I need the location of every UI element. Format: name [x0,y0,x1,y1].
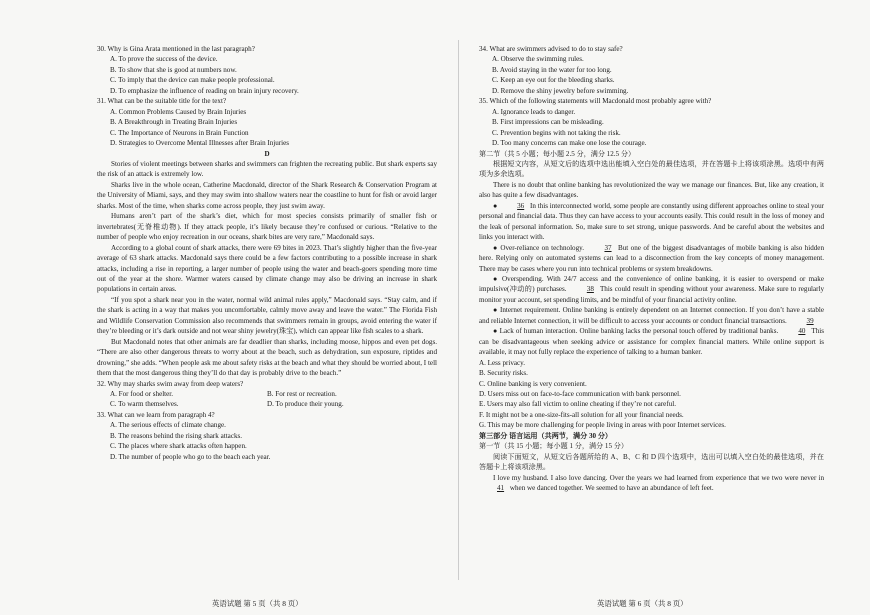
part-3-heading: 第三部分 语言运用（共两节，满分 30 分） [479,431,613,440]
passage-paragraph: There is no doubt that online banking has revolutionized the way we manage our finances. But, like any creation, it also has quite a few disadvantages. [479,180,824,200]
q35-option: A. Ignorance leads to danger. [492,107,576,116]
section-d-heading: D [264,149,270,158]
answer-choice: F. It might not be a one-size-fits-all solution for all your financial needs. [479,410,684,419]
q35-option: C. Prevention begins with not taking the risk. [492,128,621,137]
q30-option: B. To show that she is good at numbers now. [110,65,237,74]
q34-option: D. Remove the shiny jewelry before swimming. [492,86,629,95]
q32-option: B. For rest or recreation. [267,389,337,398]
q32-option: C. To warm themselves. [110,400,179,409]
answer-choice: E. Users may also fall victim to online cheating if they’re not careful. [479,400,676,409]
question-33-stem: 33. What can we learn from paragraph 4? [97,410,215,419]
passage-paragraph: But Macdonald notes that other animals are far deadlier than sharks, including moose, hippos and even pet dogs. “There are also other dangerous threats to worry about at the beach, such as dehydration, sun exposure, riptides and drowning,” she adds. “When people ask me about safety risks at the beach and what they should be worried about, I tell them that the most dangerous thing they’ll do that day is probably drive to the beach.” [97,337,438,378]
q32-options-row [97,389,437,399]
answer-choice: C. Online banking is very convenient. [479,379,587,388]
passage-paragraph: Stories of violent meetings between sharks and swimmers can frighten the recreating public. But shark experts say the risk of an attack is extremely low. [97,159,437,179]
passage-paragraph: “If you spot a shark near you in the water, normal wild animal rules apply,” Macdonald says. “Stay calm, and if the shark is acting in a way that makes you uncomfortable, calmly move away and leave the water.” The Florida Fish and Wildlife Conservation Commission also recommends that swimmers remain in groups, avoid entering the water if they’re bleeding or it’s dark outside and not wear shiny jewelry(珠宝), which can appear like fish scales to a shark. [97,295,437,336]
q32-option: D. To produce their young. [267,400,344,409]
q31-option: C. The Importance of Neurons in Brain Function [110,128,249,137]
answer-choice: G. This may be more challenging for people living in areas with poor Internet services. [479,421,726,430]
q30-option: A. To prove the success of the device. [110,55,218,64]
q30-option: D. To emphasize the influence of reading on brain injury recovery. [110,86,299,95]
q35-option: B. First impressions can be misleading. [492,118,604,127]
blank-37[interactable]: 37 [604,243,612,252]
page-footer-left: 英语试题 第 5 页（共 8 页） [212,599,303,608]
passage-paragraph: ● 36 In this interconnected world, some people are constantly using different approaches online to steal your personal and financial data. Thus they can have access to your accounts easily. This could result in the loss of money and the leak of personal information. So, make sure to set strong, unique passwords. And be careful about the websites and links you interact with. [479,201,824,242]
question-34-stem: 34. What are swimmers advised to do to stay safe? [479,45,623,53]
q34-option: B. Avoid staying in the water for too long. [492,65,612,74]
section-2-instructions: 根据短文内容，从短文后的选项中选出能填入空白处的最佳选项，并在答题卡上将该项涂黑。选项中有两项为多余选项。 [479,159,824,179]
answer-choice: D. Users miss out on face-to-face communication with bank personnel. [479,389,681,398]
q32-option: A. For food or shelter. [110,389,174,398]
q30-option: C. To imply that the device can make people professional. [110,76,275,85]
page-footer-right: 英语试题 第 6 页（共 8 页） [597,599,688,608]
q33-option: D. The number of people who go to the beach each year. [110,452,271,461]
question-35-stem: 35. Which of the following statements will Macdonald most probably agree with? [479,97,712,106]
blank-41[interactable]: 41 [497,484,505,493]
cloze-paragraph: I love my husband. I also love dancing. Over the years we had learned from experience that we two were never in 41 when we danced together. We seemed to have an abundance of left feet. [479,473,824,494]
blank-39[interactable]: 39 [806,316,814,325]
part-3-instructions: 阅读下面短文，从短文后各题所给的 A、B、C 和 D 四个选项中，选出可以填入空白处的最佳选项，并在答题卡上将该项涂黑。 [479,452,824,472]
q34-option: A. Observe the swimming rules. [492,55,584,64]
passage-paragraph: Sharks live in the whole ocean, Catherine Macdonald, director of the Shark Research & Conservation Program at the University of Miami, says, and they may swim into shallow waters near the coastline to hunt for fish or avoid larger sharks. Most of the time, when sharks come across people, they just swim away. [97,180,437,210]
blank-38[interactable]: 38 [586,285,594,294]
passage-paragraph: ● Overspending. With 24/7 access and the convenience of online banking, it is easier to overspend or make impulsive(冲动的) purchases. 38 This could result in spending without your awareness. Make sure to regularly monitor your account, set spending limits, and be mindful of your financial activity online. [479,274,824,304]
blank-40[interactable]: 40 [798,327,806,336]
page-divider [458,40,459,580]
left-page [97,44,437,462]
question-30-stem: 30. Why is Gina Arata mentioned in the last paragraph? [97,45,255,53]
right-page [479,44,824,493]
section-2-heading: 第二节（共 5 小题；每小题 2.5 分，满分 12.5 分） [479,149,636,158]
answer-choice: A. Less privacy. [479,358,526,367]
q33-option: A. The serious effects of climate change. [110,421,226,430]
q32-options-row [97,399,437,409]
answer-choice: B. Security risks. [479,369,528,378]
q34-option: C. Keep an eye out for the bleeding sharks. [492,76,615,85]
q35-option: D. Too many concerns can make one lose the courage. [492,139,647,148]
q33-option: C. The places where shark attacks often happen. [110,442,247,451]
passage-paragraph: ● Over-reliance on technology. 37 But one of the biggest disadvantages of mobile banking is also hidden here. Relying only on automated systems can lead to a disconnection from the key concepts of money management. There may be cases where you run into technical problems or system breakdowns. [479,243,824,273]
question-31-stem: 31. What can be the suitable title for the text? [97,97,227,106]
q31-option: D. Strategies to Overcome Mental Illnesses after Brain Injuries [110,139,290,148]
passage-paragraph: Humans aren’t part of the shark’s diet, which for most species consists primarily of smaller fish or invertebrates(无脊椎动物). If they attack people, it’s likely because they’re confused or curious. “Relative to the number of people who enjoy recreation in our oceans, shark bites are very rare,” Macdonald says. [97,212,437,242]
q31-option: A. Common Problems Caused by Brain Injuries [110,107,247,116]
blank-36[interactable]: 36 [517,201,525,210]
passage-paragraph: ● Lack of human interaction. Online banking lacks the personal touch offered by traditional banks. 40 This can be disadvantageous when seeking advice or assistance for complex financial matters. While online support is available, it may not fully replace the experience of talking to a human banker. [479,327,824,357]
part-3-subheading: 第一节（共 15 小题；每小题 1 分，满分 15 分） [479,442,628,451]
q31-option: B. A Breakthrough in Treating Brain Injuries [110,118,238,127]
q33-option: B. The reasons behind the rising shark attacks. [110,431,243,440]
passage-paragraph: According to a global count of shark attacks, there were 69 bites in 2023. That’s slightly higher than the five-year average of 63 shark attacks. Macdonald says there could be a few factors contributing to a possible increase in shark attacks, including a rise in reporting, a larger number of people using the water and beach-goers spending more time out of the year at the shore. Warmer waters caused by climate change may also be driving an increase in shark populations in certain areas. [97,243,437,294]
passage-paragraph: ● Internet requirement. Online banking is entirely dependent on an Internet connection. If you don’t have a stable and reliable Internet connection, it will be difficult to access your accounts or conduct financial transactions. 39 [479,306,824,325]
question-32-stem: 32. Why may sharks swim away from deep waters? [97,379,244,388]
bullet-icon: ● [493,201,498,210]
